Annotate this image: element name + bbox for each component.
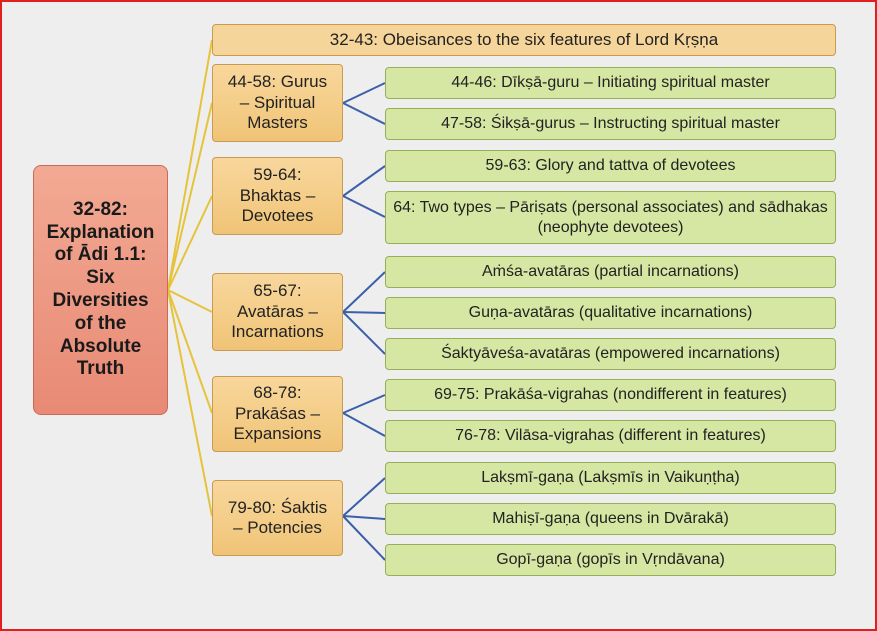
connector-root-saktis [168,290,212,516]
top-item-obeisances: 32-43: Obeisances to the six features of Lord Kṛṣṇa [212,24,836,56]
group-bhaktas: 59-64: Bhaktas – Devotees [212,157,343,235]
root-node: 32-82: Explanation of Ādi 1.1: Six Diversities of the Absolute Truth [33,165,168,415]
group-gurus: 44-58: Gurus – Spiritual Masters [212,64,343,142]
group-prakasas: 68-78: Prakāśas – Expansions [212,376,343,452]
group-avataras: 65-67: Avatāras – Incarnations [212,273,343,351]
leaf-guna-avataras: Guṇa-avatāras (qualitative incarnations) [385,297,836,329]
connector-root-top [168,40,212,290]
leaf-saktyavesa-avataras: Śaktyāveśa-avatāras (empowered incarnations) [385,338,836,370]
leaf-laksmi-gana: Lakṣmī-gaṇa (Lakṣmīs in Vaikuṇṭha) [385,462,836,494]
group-saktis: 79-80: Śaktis – Potencies [212,480,343,556]
leaf-mahisi-gana: Mahiṣī-gaṇa (queens in Dvārakā) [385,503,836,535]
leaf-gopi-gana: Gopī-gaṇa (gopīs in Vṛndāvana) [385,544,836,576]
connector-root-gurus [168,103,212,290]
leaf-two-types: 64: Two types – Pāriṣats (personal associates) and sādhakas (neophyte devotees) [385,191,836,244]
leaf-amsa-avataras: Aṁśa-avatāras (partial incarnations) [385,256,836,288]
leaf-glory-devotees: 59-63: Glory and tattva of devotees [385,150,836,182]
leaf-vilasa-vigrahas: 76-78: Vilāsa-vigrahas (different in features) [385,420,836,452]
leaf-prakasa-vigrahas: 69-75: Prakāśa-vigrahas (nondifferent in features) [385,379,836,411]
leaf-diksa-guru: 44-46: Dīkṣā-guru – Initiating spiritual master [385,67,836,99]
connector-root-bhaktas [168,196,212,290]
leaf-siksa-gurus: 47-58: Śikṣā-gurus – Instructing spiritual master [385,108,836,140]
